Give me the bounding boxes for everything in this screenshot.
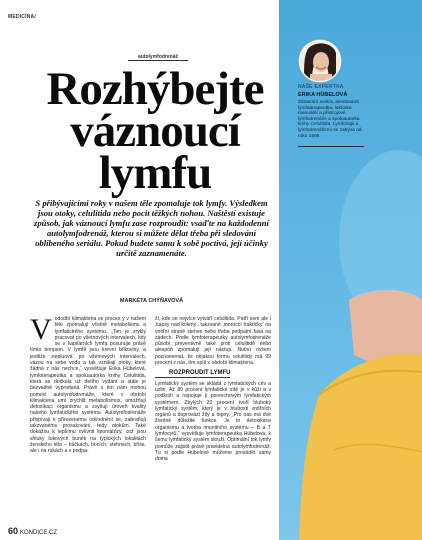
page-footer <box>8 526 57 536</box>
footer-site: KONDICE.CZ <box>20 530 58 536</box>
expert-divider <box>298 146 364 147</box>
article-title <box>40 63 270 199</box>
section-label: MEDICÍNA/ <box>8 14 36 20</box>
page-number: 60 <box>8 526 19 536</box>
subheading: ROZPROUDIT LYMFU <box>155 370 230 377</box>
hero-photo-illustration <box>279 0 422 540</box>
article-kicker: autolymfodrenáž <box>128 54 188 61</box>
title-line-1: Rozhýbejte <box>46 63 264 115</box>
title-line-3: lymfu <box>98 147 212 199</box>
title-line-2: váznoucí <box>70 105 240 157</box>
expert-portrait <box>300 41 340 81</box>
hero-photo <box>279 0 422 540</box>
expert-description: Zdravotní sestra, atestovaná lymfoterapeutka, lektorka manuální a přístrojové lymfodrenáže a spoluautorka knihy Celulitida. Lymfologii a lymfodrenážemi se zabývá od roku 1996. <box>298 100 362 139</box>
article-lead: S přibývajícími roky v našem těle zpomaluje tok lymfy. Výsledkem jsou otoky, celulitida nebo pocit těžkých nohou. Naštěstí existuje způsob, jak váznoucí lymfu zase rozproudit: vsaďte na každodenní autolymfodrenáž, kterou si můžete dělat třeba při sledování oblíbeného seriálu. Pokud budete samu k sobě poctivá, její účinky určitě zaznamenáte. <box>34 198 269 258</box>
body-column-1 <box>30 313 146 455</box>
expert-label: NAŠE EXPERTKA <box>298 84 344 90</box>
expert-name: ERIKA HÜBELOVÁ <box>298 92 348 98</box>
article-author: MARKÉTA CHÝŇAVOVÁ <box>119 298 184 304</box>
drop-cap: V <box>30 313 52 346</box>
body-paragraph-1: ododbí klimakteria se proces y v našem těle zpomalují včetně metabolismu a lymfatického systému. „Ten je zrykly pracovat po všetnových intervalech, kdy se v kapilárních lymfa posunuje právě tímto tempem. V lymfě jsou krevní bílkoviny, a jestliže ‚nepluová‘ po všetnových intervalech, vázou na sebe vodu a tak vznikají otoky, které žádná z nás nechce,“ vysvětluje Erika Hübelová, lymfoterapeutka a spoluautorka knihy Celulitida, která se dočkala už třetího vydání a stále je bezvadně vyprodaná. Právě s tím nám mohou pomoci autolymfodrenáže, které v období klimakteria umí zrychlit metabolismus, umožňují detoxikaci organismu a zvyšují úroveň kvality našeho lymfatického systému. Autolymfodrenáže přispívají k přirozenému odvodnění se, zabraňují takzvanému prosakování, tedy otokům. Také dokážou k lepšímu ovlivnit lipomatózy, což jsou shluky tukových buněk na typických lokalitách ženského těla – bůčkách, bocích, stehnech, břiše, ale i na rukách a v podpa- <box>30 316 146 455</box>
expert-avatar <box>299 40 341 82</box>
body-column-2 <box>155 316 271 463</box>
body-paragraph-2: ží, kde se nejvíce vytváří celulitida. Patří sem ale i ‚kapsy nad koleny‘, takzvané ‚moroccí traktíčky‘ na vnitřní straně stehen nebo třeba podpatní fasa na zádech. Podle lymfoterapeutky autolymfodrenáže působí preventivně také proti celulitidě nebo alespoň zpomalují její nástup. Nutno ovšem poznamenat, že nějakou formu celulitidy má 99 procent z nás, tím spíš v období klimakteria. <box>155 316 271 367</box>
body-paragraph-3: Lymfatický systém se skládá z lymfatických cév a uzlin. Až 80 procent lymfatické sítě je v kůži a v podkoží a napojuje ji porevchovým lymfatickým systémem. Zbylých 20 procent tvoří hluboký lymfatický systém, který je v hlubosti vnitřních orgánů a doprovází žíly a tepny. „Pro nás má dvě životně důležité funkce. Je to detoxikace organismu a tvorba imunitního systému – B a T lymfocytů,“ vysvětluje lymfoterapeutka Hübelová, k čemu lymfatický systém slouží. Optimální tok lymfy pomůže zajistit právě pravidelná autolymfodrenáž. Tu si podle Hübelové můžeme provádět samy doma <box>155 380 271 463</box>
